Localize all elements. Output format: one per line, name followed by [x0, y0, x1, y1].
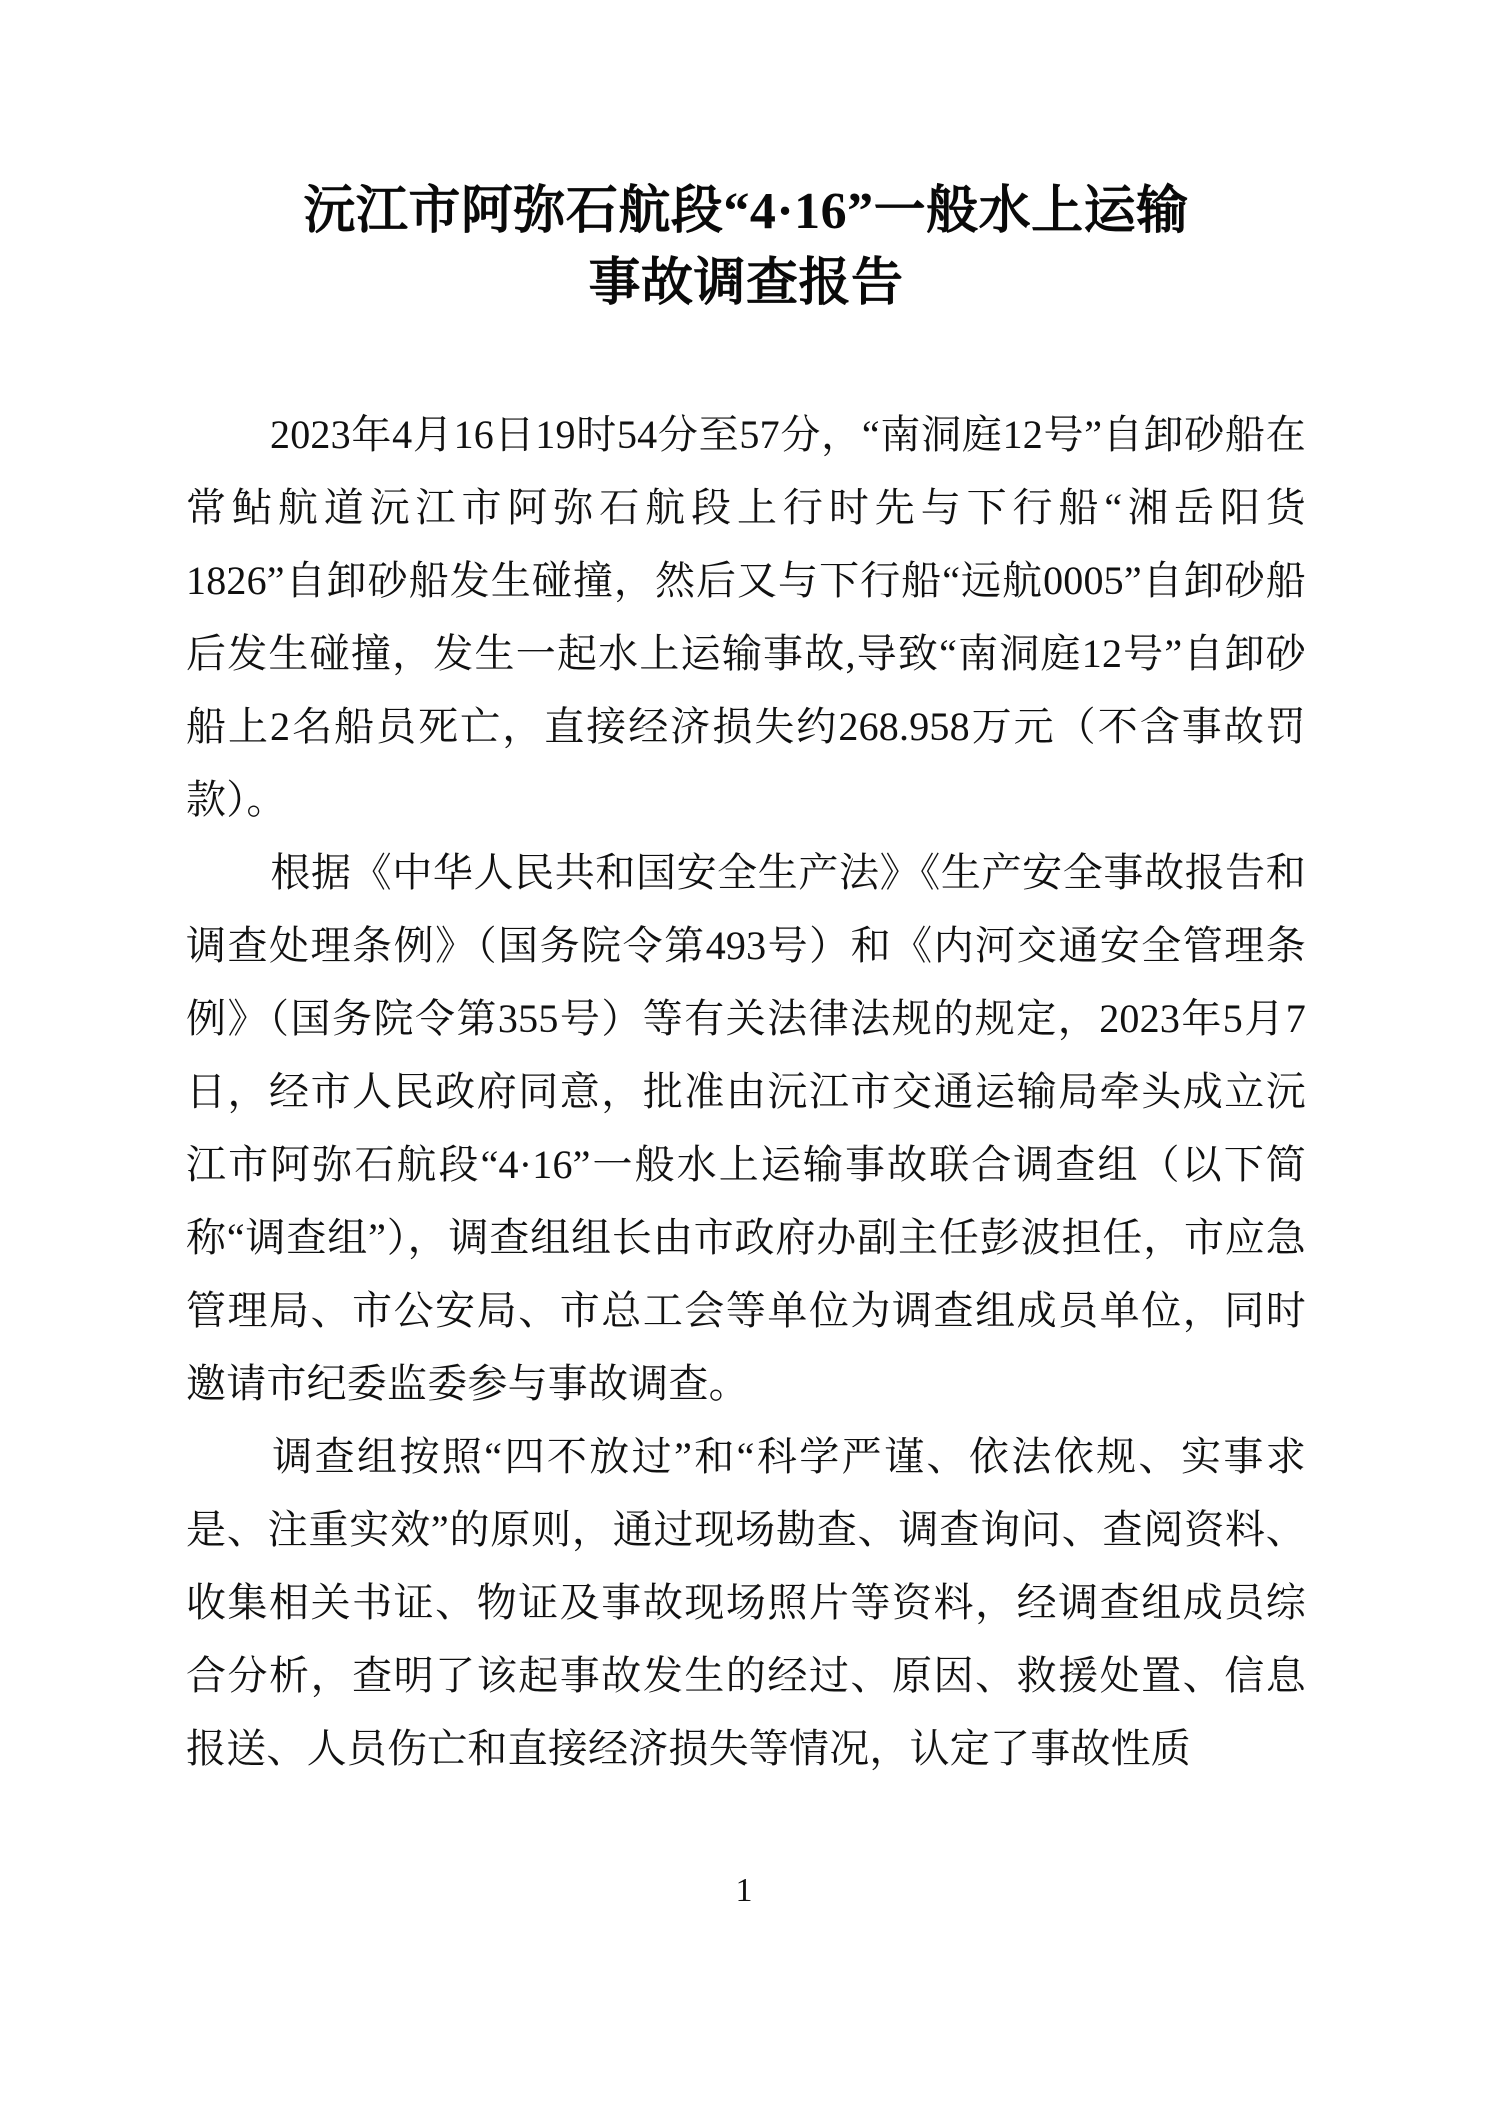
body-paragraph-1-text: 2023年4月16日19时54分至57分，“南洞庭12号”自卸砂船在常鲇航道沅江市阿弥石航段上行时先与下行船“湘岳阳货1826”自卸砂船发生碰撞，然后又与下行船“远航0005”自卸砂船后发生碰撞，发生一起水上运输事故,导致“南洞庭12号”自卸砂船上2名船员死亡，直接经济损失约268.958万元（不含事故罚款）。: [186, 412, 1306, 822]
page-number: 1: [735, 1872, 753, 1909]
body-paragraph-2-text: 根据《中华人民共和国安全生产法》《生产安全事故报告和调查处理条例》（国务院令第493号）和《内河交通安全管理条例》（国务院令第355号）等有关法律法规的规定，2023年5月7日，经市人民政府同意，批准由沅江市交通运输局牵头成立沅江市阿弥石航段“4·16”一般水上运输事故联合调查组（以下简称“调查组”），调查组组长由市政府办副主任彭波担任，市应急管理局、市公安局、市总工会等单位为调查组成员单位，同时邀请市纪委监委参与事故调查。: [186, 850, 1306, 1406]
body-paragraph-1: [186, 398, 1306, 836]
body-paragraph-3: [186, 1420, 1306, 1785]
title-spacer: [186, 320, 1306, 398]
page-title-line-2: 事故调查报告: [588, 255, 904, 312]
page-title-line-1: 沅江市阿弥石航段“4·16”一般水上运输: [303, 183, 1189, 240]
document-content: [186, 176, 1306, 1785]
page-title: [186, 176, 1306, 320]
body-paragraph-2: [186, 836, 1306, 1420]
body-paragraph-3-text: 调查组按照“四不放过”和“科学严谨、依法依规、实事求是、注重实效”的原则，通过现场勘查、调查询问、查阅资料、收集相关书证、物证及事故现场照片等资料，经调查组成员综合分析，查明了该起事故发生的经过、原因、救援处置、信息报送、人员伤亡和直接经济损失等情况，认定了事故性质: [186, 1434, 1306, 1771]
